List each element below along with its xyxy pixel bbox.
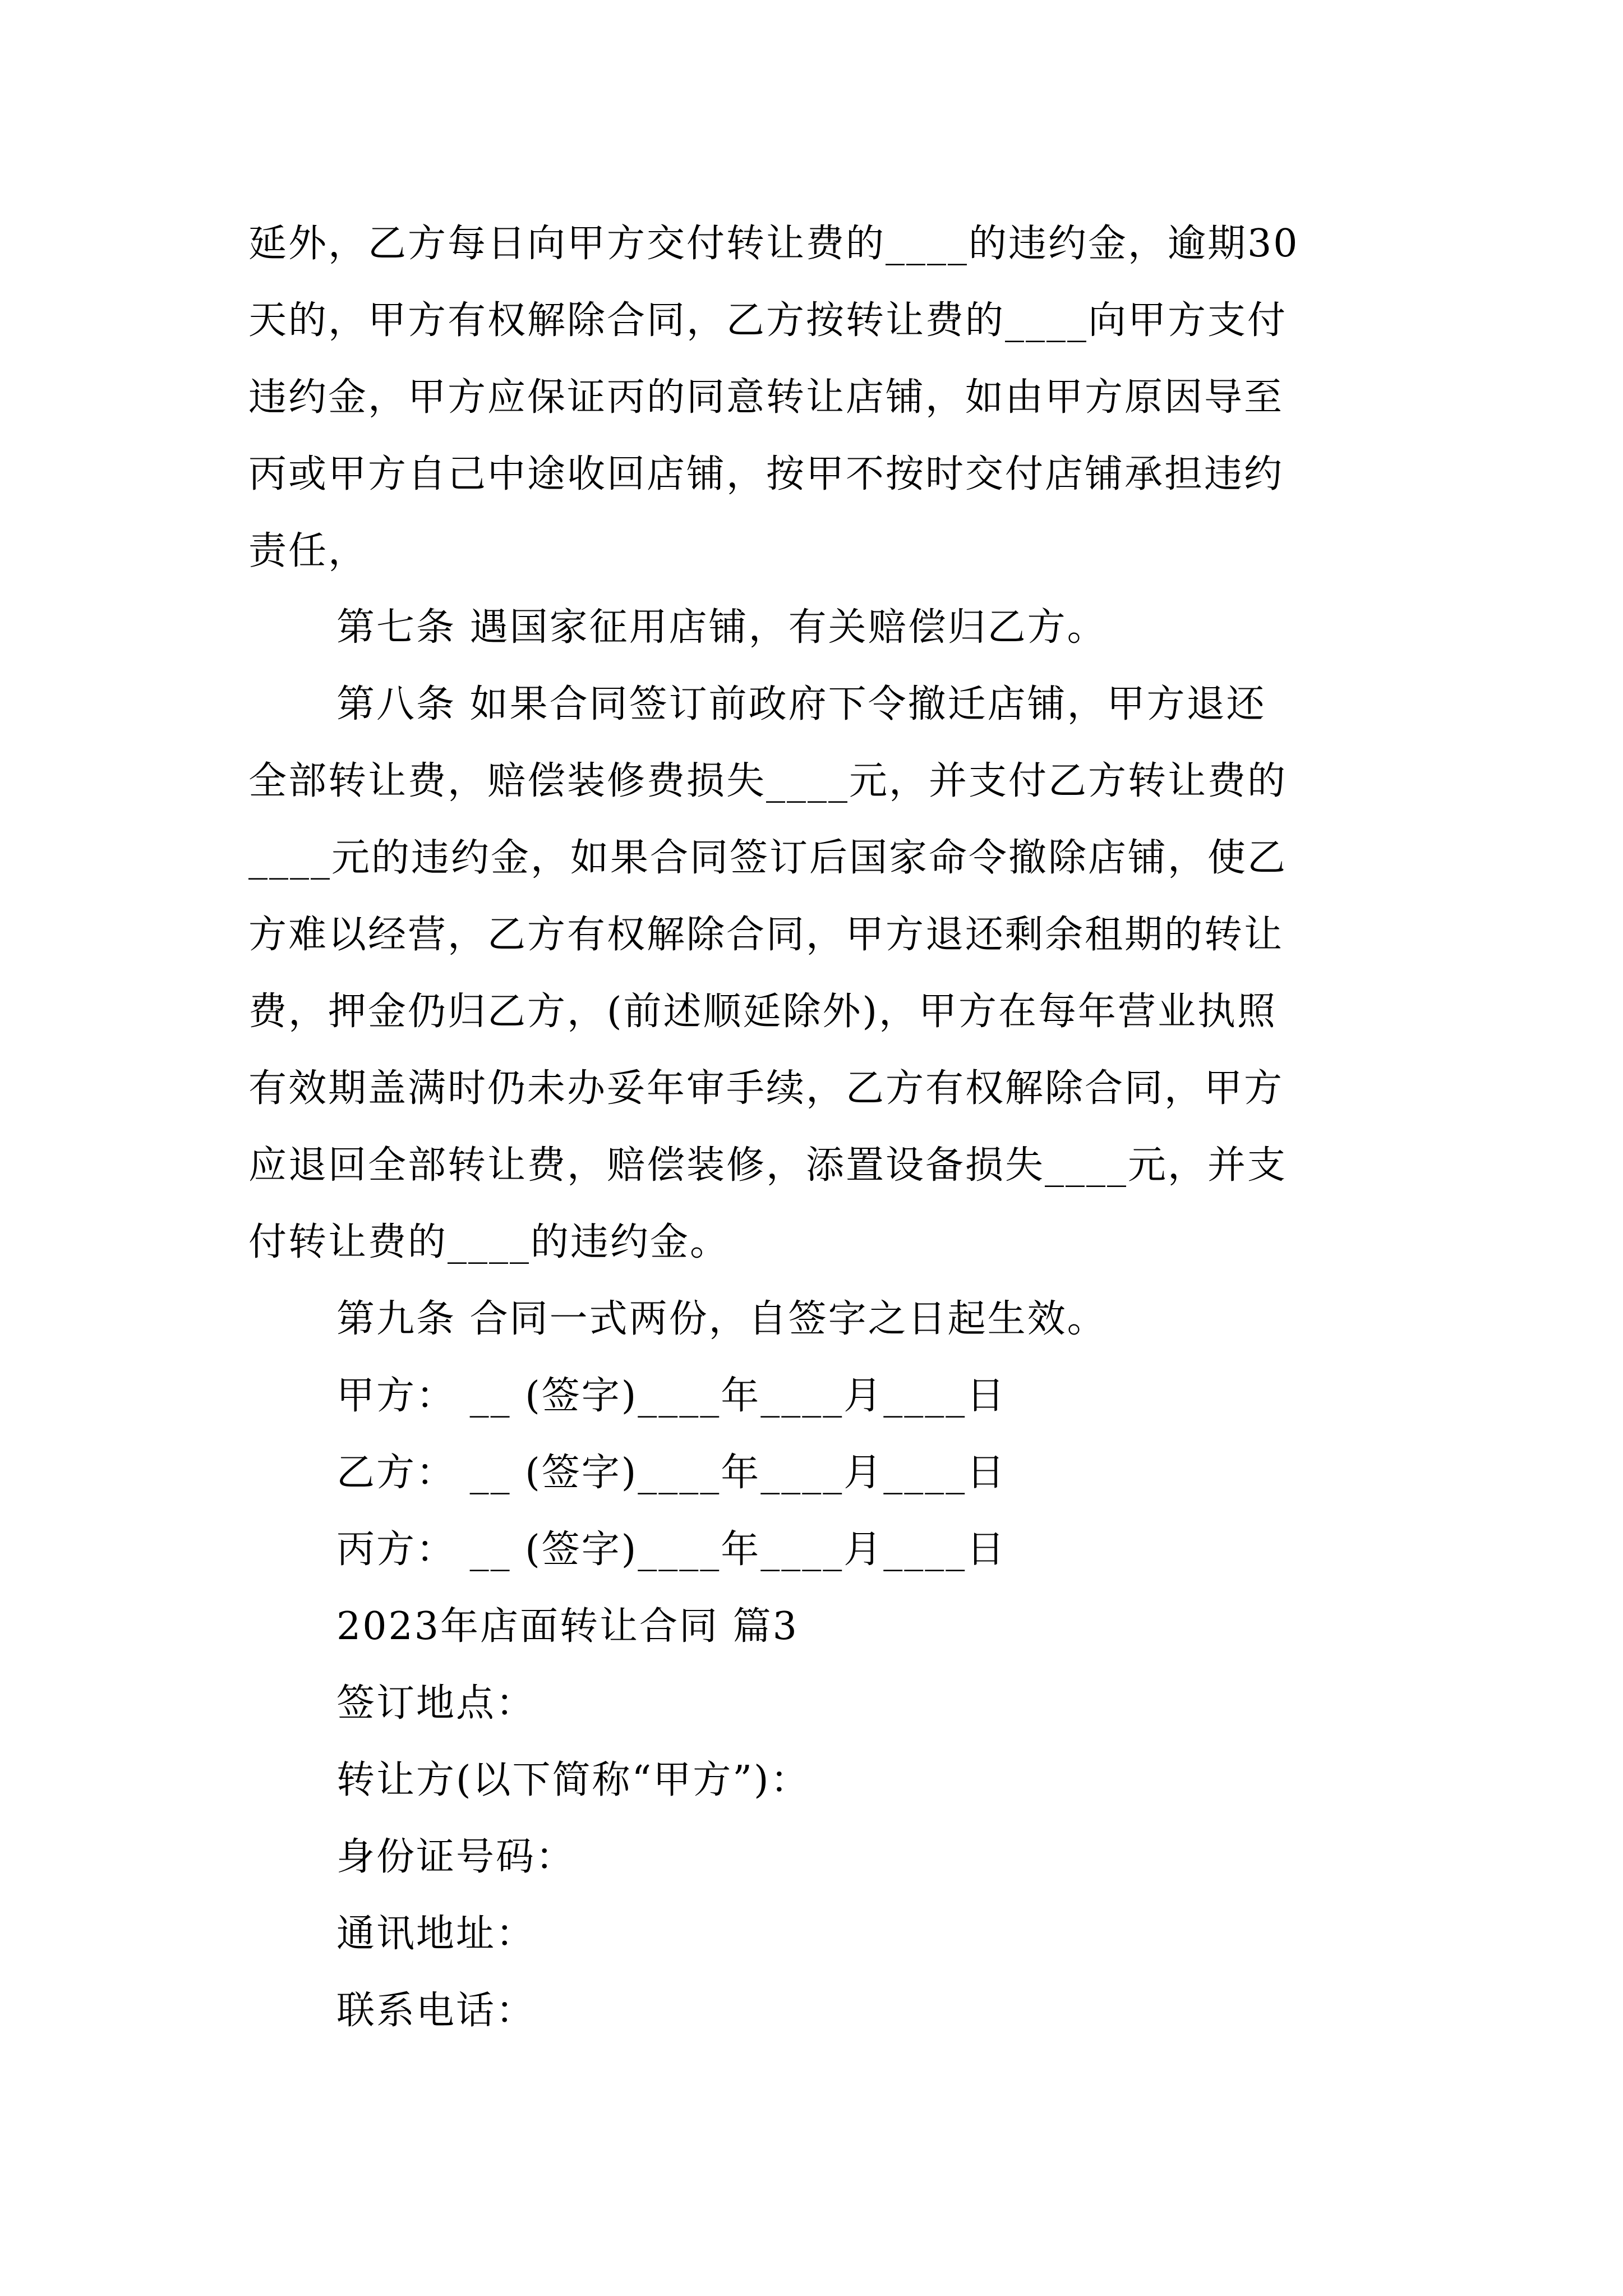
article-8: 第八条 如果合同签订前政府下令撤迁店铺，甲方退还 xyxy=(336,682,1266,726)
field-transferor: 转让方(以下简称“甲方”)： xyxy=(336,1758,810,1802)
signature-line-party-a: 甲方： __ (签字)____年____月____日 xyxy=(336,1374,1007,1418)
field-id-number: 身份证号码： xyxy=(336,1835,576,1879)
signature-line-party-b: 乙方： __ (签字)____年____月____日 xyxy=(336,1451,1007,1495)
article-9: 第九条 合同一式两份，自签字之日起生效。 xyxy=(336,1297,1107,1341)
article-7: 第七条 遇国家征用店铺，有关赔偿归乙方。 xyxy=(336,605,1107,650)
text-line: 有效期盖满时仍未办妥年审手续，乙方有权解除合同，甲方 xyxy=(248,1066,1284,1111)
section-heading: 2023年店面转让合同 篇3 xyxy=(336,1604,799,1649)
text-line: 付转让费的____的违约金。 xyxy=(248,1220,730,1264)
text-line: 延外，乙方每日向甲方交付转让费的____的违约金，逾期30 xyxy=(248,222,1299,266)
text-line: 费，押金仍归乙方，(前述顺延除外)，甲方在每年营业执照 xyxy=(248,990,1278,1034)
text-line: 违约金，甲方应保证丙的同意转让店铺，如由甲方原因导至 xyxy=(248,375,1284,420)
field-signing-place: 签订地点： xyxy=(336,1681,536,1726)
text-line: 丙或甲方自己中途收回店铺，按甲不按时交付店铺承担违约 xyxy=(248,452,1284,496)
text-line: 方难以经营，乙方有权解除合同，甲方退还剩余租期的转让 xyxy=(248,913,1284,957)
field-address: 通讯地址： xyxy=(336,1912,536,1956)
text-line: ____元的违约金，如果合同签订后国家命令撤除店铺，使乙 xyxy=(248,836,1288,880)
text-line: 天的，甲方有权解除合同，乙方按转让费的____向甲方支付 xyxy=(248,298,1288,343)
text-line: 责任， xyxy=(248,529,368,573)
signature-line-party-c: 丙方： __ (签字)____年____月____日 xyxy=(336,1527,1007,1572)
text-line: 应退回全部转让费，赔偿装修，添置设备损失____元，并支 xyxy=(248,1143,1288,1188)
text-line: 全部转让费，赔偿装修费损失____元，并支付乙方转让费的 xyxy=(248,759,1288,803)
field-phone: 联系电话： xyxy=(336,1989,536,2033)
